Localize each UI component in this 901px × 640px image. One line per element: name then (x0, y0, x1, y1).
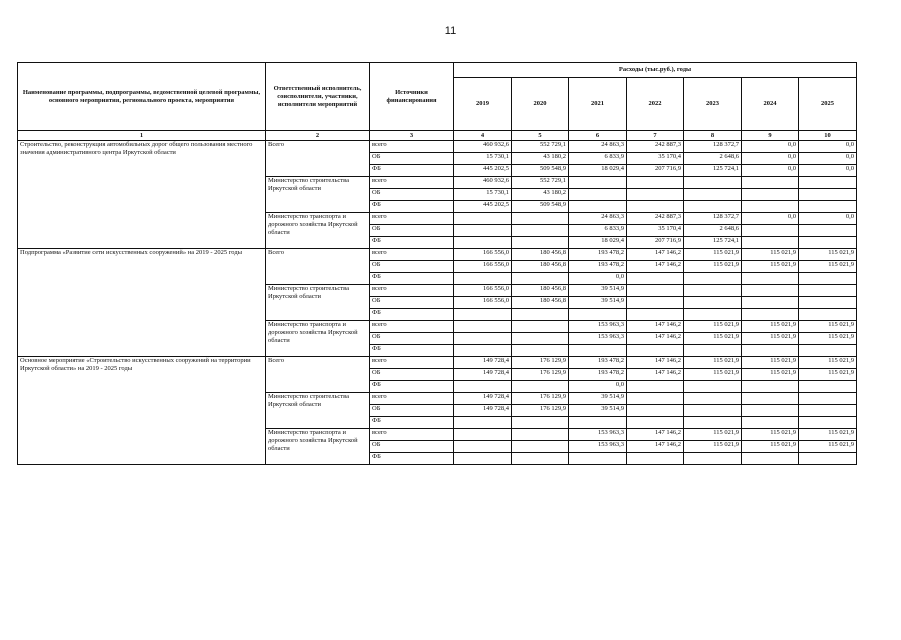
executor-cell: Министерство строительства Иркутской области (266, 285, 370, 321)
amount-cell: 39 514,9 (569, 297, 627, 309)
funding-source-cell: ФБ (370, 237, 454, 249)
table-row (18, 249, 857, 261)
amount-cell (454, 453, 512, 465)
amount-cell: 0,0 (742, 213, 799, 225)
amount-cell (512, 441, 569, 453)
amount-cell: 128 372,7 (684, 213, 742, 225)
amount-cell (627, 393, 684, 405)
amount-cell: 0,0 (569, 273, 627, 285)
amount-cell (799, 273, 857, 285)
amount-cell (454, 213, 512, 225)
amount-cell (569, 309, 627, 321)
header-executor: Ответственный исполнитель, соисполнители, участники, исполнители мероприятий (266, 63, 370, 131)
amount-cell: 115 021,9 (799, 441, 857, 453)
executor-cell: Министерство транспорта и дорожного хозяйства Иркутской области (266, 429, 370, 465)
amount-cell: 242 887,3 (627, 141, 684, 153)
amount-cell: 35 170,4 (627, 225, 684, 237)
header-year: 2020 (512, 78, 569, 131)
column-number: 2 (266, 131, 370, 141)
amount-cell: 2 648,6 (684, 153, 742, 165)
funding-source-cell: всего (370, 429, 454, 441)
amount-cell (742, 285, 799, 297)
amount-cell: 147 146,2 (627, 261, 684, 273)
funding-source-cell: ОБ (370, 369, 454, 381)
header-year: 2024 (742, 78, 799, 131)
program-name-cell: Строительство, реконструкция автомобильных дорог общего пользования местного значения административного центра Иркутской области (18, 141, 266, 249)
amount-cell (627, 189, 684, 201)
amount-cell: 0,0 (742, 153, 799, 165)
column-number: 10 (799, 131, 857, 141)
amount-cell (799, 201, 857, 213)
amount-cell: 552 729,1 (512, 177, 569, 189)
amount-cell (684, 405, 742, 417)
amount-cell: 147 146,2 (627, 429, 684, 441)
page-number: 11 (444, 25, 457, 37)
amount-cell (684, 417, 742, 429)
column-number-row (18, 131, 857, 141)
amount-cell: 6 833,9 (569, 153, 627, 165)
amount-cell: 2 648,6 (684, 225, 742, 237)
amount-cell: 115 021,9 (799, 369, 857, 381)
executor-cell: Всего (266, 249, 370, 285)
amount-cell: 552 729,1 (512, 141, 569, 153)
amount-cell (684, 189, 742, 201)
amount-cell (627, 177, 684, 189)
amount-cell: 115 021,9 (742, 369, 799, 381)
amount-cell (512, 429, 569, 441)
amount-cell: 180 456,8 (512, 261, 569, 273)
amount-cell (742, 309, 799, 321)
amount-cell: 460 932,6 (454, 141, 512, 153)
amount-cell (627, 273, 684, 285)
table-row (18, 141, 857, 153)
amount-cell (742, 237, 799, 249)
amount-cell (799, 393, 857, 405)
amount-cell (742, 177, 799, 189)
amount-cell (512, 333, 569, 345)
amount-cell: 115 021,9 (799, 333, 857, 345)
amount-cell (627, 201, 684, 213)
amount-cell (799, 381, 857, 393)
amount-cell (742, 225, 799, 237)
executor-cell: Министерство строительства Иркутской области (266, 177, 370, 213)
amount-cell (627, 417, 684, 429)
funding-source-cell: ФБ (370, 309, 454, 321)
amount-cell: 0,0 (799, 213, 857, 225)
amount-cell (742, 393, 799, 405)
amount-cell: 207 716,9 (627, 237, 684, 249)
amount-cell (799, 309, 857, 321)
amount-cell (512, 273, 569, 285)
amount-cell (742, 189, 799, 201)
funding-source-cell: всего (370, 141, 454, 153)
amount-cell: 153 963,3 (569, 429, 627, 441)
amount-cell: 176 129,9 (512, 369, 569, 381)
amount-cell: 115 021,9 (684, 441, 742, 453)
amount-cell: 176 129,9 (512, 393, 569, 405)
funding-source-cell: ФБ (370, 453, 454, 465)
amount-cell: 18 029,4 (569, 237, 627, 249)
amount-cell (627, 297, 684, 309)
amount-cell (454, 441, 512, 453)
amount-cell: 166 556,0 (454, 249, 512, 261)
amount-cell: 445 202,5 (454, 201, 512, 213)
amount-cell (799, 453, 857, 465)
amount-cell (799, 405, 857, 417)
amount-cell (684, 345, 742, 357)
amount-cell: 509 548,9 (512, 201, 569, 213)
amount-cell: 115 021,9 (684, 357, 742, 369)
amount-cell: 166 556,0 (454, 297, 512, 309)
amount-cell: 460 932,6 (454, 177, 512, 189)
amount-cell (512, 417, 569, 429)
amount-cell: 43 180,2 (512, 189, 569, 201)
funding-source-cell: всего (370, 393, 454, 405)
program-name-cell: Основное мероприятие «Строительство искусственных сооружений на территории Иркутской области» на 2019 - 2025 годы (18, 357, 266, 465)
amount-cell (742, 453, 799, 465)
column-number: 4 (454, 131, 512, 141)
amount-cell: 147 146,2 (627, 333, 684, 345)
amount-cell (512, 213, 569, 225)
amount-cell (512, 225, 569, 237)
amount-cell: 115 021,9 (799, 321, 857, 333)
header-source: Источники финансирования (370, 63, 454, 131)
amount-cell (684, 453, 742, 465)
column-number: 1 (18, 131, 266, 141)
amount-cell (627, 345, 684, 357)
amount-cell (454, 321, 512, 333)
funding-source-cell: всего (370, 213, 454, 225)
amount-cell (569, 453, 627, 465)
amount-cell: 193 478,2 (569, 249, 627, 261)
amount-cell: 39 514,9 (569, 405, 627, 417)
amount-cell: 115 021,9 (684, 333, 742, 345)
amount-cell: 15 730,1 (454, 189, 512, 201)
amount-cell (627, 453, 684, 465)
amount-cell: 43 180,2 (512, 153, 569, 165)
amount-cell (742, 405, 799, 417)
amount-cell: 24 863,3 (569, 213, 627, 225)
amount-cell: 193 478,2 (569, 369, 627, 381)
amount-cell (454, 225, 512, 237)
amount-cell (684, 309, 742, 321)
amount-cell: 115 021,9 (684, 369, 742, 381)
amount-cell (799, 297, 857, 309)
amount-cell (454, 429, 512, 441)
header-program-name: Наименование программы, подпрограммы, ведомственной целевой программы, основного мероприятия, регионального проекта, мероприятия (18, 63, 266, 131)
amount-cell: 149 728,4 (454, 357, 512, 369)
amount-cell (742, 297, 799, 309)
amount-cell (512, 309, 569, 321)
amount-cell: 115 021,9 (742, 261, 799, 273)
funding-source-cell: ФБ (370, 381, 454, 393)
amount-cell: 115 021,9 (684, 249, 742, 261)
amount-cell: 153 963,3 (569, 321, 627, 333)
amount-cell: 115 021,9 (742, 357, 799, 369)
amount-cell: 115 021,9 (799, 357, 857, 369)
header-year: 2023 (684, 78, 742, 131)
amount-cell (454, 273, 512, 285)
amount-cell: 207 716,9 (627, 165, 684, 177)
amount-cell: 39 514,9 (569, 285, 627, 297)
amount-cell (684, 285, 742, 297)
funding-source-cell: ОБ (370, 189, 454, 201)
funding-source-cell: всего (370, 321, 454, 333)
amount-cell: 193 478,2 (569, 261, 627, 273)
funding-source-cell: ОБ (370, 261, 454, 273)
amount-cell: 242 887,3 (627, 213, 684, 225)
amount-cell (742, 201, 799, 213)
funding-source-cell: всего (370, 285, 454, 297)
column-number: 7 (627, 131, 684, 141)
amount-cell: 0,0 (799, 165, 857, 177)
amount-cell (454, 345, 512, 357)
program-name-cell: Подпрограмма «Развитие сети искусственных сооружений» на 2019 - 2025 годы (18, 249, 266, 357)
amount-cell (799, 189, 857, 201)
amount-cell (742, 345, 799, 357)
amount-cell: 24 863,3 (569, 141, 627, 153)
funding-source-cell: ФБ (370, 345, 454, 357)
funding-source-cell: ФБ (370, 165, 454, 177)
header-year: 2021 (569, 78, 627, 131)
amount-cell: 115 021,9 (799, 261, 857, 273)
amount-cell (799, 285, 857, 297)
executor-cell: Всего (266, 141, 370, 177)
amount-cell: 128 372,7 (684, 141, 742, 153)
amount-cell: 147 146,2 (627, 357, 684, 369)
amount-cell: 0,0 (569, 381, 627, 393)
funding-source-cell: всего (370, 249, 454, 261)
amount-cell: 149 728,4 (454, 393, 512, 405)
header-expenses: Расходы (тыс.руб.), годы (454, 63, 857, 78)
funding-source-cell: ОБ (370, 441, 454, 453)
amount-cell (742, 381, 799, 393)
amount-cell (569, 345, 627, 357)
column-number: 6 (569, 131, 627, 141)
amount-cell (684, 393, 742, 405)
amount-cell: 509 548,9 (512, 165, 569, 177)
header-year: 2025 (799, 78, 857, 131)
amount-cell: 176 129,9 (512, 357, 569, 369)
amount-cell: 147 146,2 (627, 441, 684, 453)
amount-cell (684, 273, 742, 285)
amount-cell (627, 309, 684, 321)
amount-cell (799, 177, 857, 189)
amount-cell: 115 021,9 (684, 321, 742, 333)
amount-cell: 180 456,8 (512, 285, 569, 297)
amount-cell: 153 963,3 (569, 441, 627, 453)
amount-cell (799, 237, 857, 249)
funding-source-cell: ФБ (370, 201, 454, 213)
column-number: 8 (684, 131, 742, 141)
amount-cell (454, 333, 512, 345)
header-year: 2022 (627, 78, 684, 131)
amount-cell (454, 417, 512, 429)
amount-cell: 115 021,9 (799, 429, 857, 441)
amount-cell: 180 456,8 (512, 297, 569, 309)
amount-cell (799, 225, 857, 237)
amount-cell: 445 202,5 (454, 165, 512, 177)
amount-cell (684, 297, 742, 309)
amount-cell (684, 381, 742, 393)
amount-cell: 115 021,9 (742, 429, 799, 441)
amount-cell (627, 405, 684, 417)
funding-source-cell: ФБ (370, 417, 454, 429)
amount-cell (569, 177, 627, 189)
amount-cell: 147 146,2 (627, 321, 684, 333)
amount-cell: 115 021,9 (742, 321, 799, 333)
funding-source-cell: ФБ (370, 273, 454, 285)
amount-cell: 125 724,1 (684, 165, 742, 177)
amount-cell (799, 345, 857, 357)
column-number: 9 (742, 131, 799, 141)
funding-source-cell: всего (370, 177, 454, 189)
amount-cell (742, 273, 799, 285)
amount-cell: 0,0 (742, 141, 799, 153)
amount-cell (454, 309, 512, 321)
amount-cell: 125 724,1 (684, 237, 742, 249)
funding-source-cell: ОБ (370, 405, 454, 417)
amount-cell (569, 189, 627, 201)
amount-cell (742, 417, 799, 429)
amount-cell: 180 456,8 (512, 249, 569, 261)
funding-source-cell: ОБ (370, 153, 454, 165)
amount-cell: 166 556,0 (454, 261, 512, 273)
amount-cell: 115 021,9 (684, 261, 742, 273)
column-number: 5 (512, 131, 569, 141)
amount-cell: 0,0 (799, 141, 857, 153)
amount-cell: 0,0 (742, 165, 799, 177)
amount-cell (684, 177, 742, 189)
amount-cell: 153 963,3 (569, 333, 627, 345)
executor-cell: Министерство транспорта и дорожного хозяйства Иркутской области (266, 321, 370, 357)
amount-cell (569, 417, 627, 429)
amount-cell: 193 478,2 (569, 357, 627, 369)
amount-cell (454, 237, 512, 249)
amount-cell: 6 833,9 (569, 225, 627, 237)
executor-cell: Всего (266, 357, 370, 393)
amount-cell (512, 237, 569, 249)
amount-cell: 115 021,9 (742, 441, 799, 453)
amount-cell: 39 514,9 (569, 393, 627, 405)
amount-cell (512, 321, 569, 333)
amount-cell: 176 129,9 (512, 405, 569, 417)
executor-cell: Министерство транспорта и дорожного хозяйства Иркутской области (266, 213, 370, 249)
amount-cell (799, 417, 857, 429)
amount-cell: 115 021,9 (742, 333, 799, 345)
amount-cell: 0,0 (799, 153, 857, 165)
funding-source-cell: ОБ (370, 333, 454, 345)
amount-cell: 149 728,4 (454, 405, 512, 417)
amount-cell: 35 170,4 (627, 153, 684, 165)
funding-source-cell: всего (370, 357, 454, 369)
amount-cell (512, 453, 569, 465)
amount-cell: 149 728,4 (454, 369, 512, 381)
amount-cell: 115 021,9 (742, 249, 799, 261)
amount-cell: 115 021,9 (684, 429, 742, 441)
amount-cell (454, 381, 512, 393)
budget-table (17, 62, 857, 465)
amount-cell: 147 146,2 (627, 249, 684, 261)
amount-cell (569, 201, 627, 213)
amount-cell (512, 381, 569, 393)
executor-cell: Министерство строительства Иркутской области (266, 393, 370, 429)
amount-cell (627, 381, 684, 393)
amount-cell: 147 146,2 (627, 369, 684, 381)
table-row (18, 357, 857, 369)
amount-cell: 166 556,0 (454, 285, 512, 297)
amount-cell (512, 345, 569, 357)
amount-cell: 18 029,4 (569, 165, 627, 177)
header-year: 2019 (454, 78, 512, 131)
column-number: 3 (370, 131, 454, 141)
funding-source-cell: ОБ (370, 225, 454, 237)
amount-cell: 115 021,9 (799, 249, 857, 261)
amount-cell (684, 201, 742, 213)
amount-cell (627, 285, 684, 297)
funding-source-cell: ОБ (370, 297, 454, 309)
amount-cell: 15 730,1 (454, 153, 512, 165)
